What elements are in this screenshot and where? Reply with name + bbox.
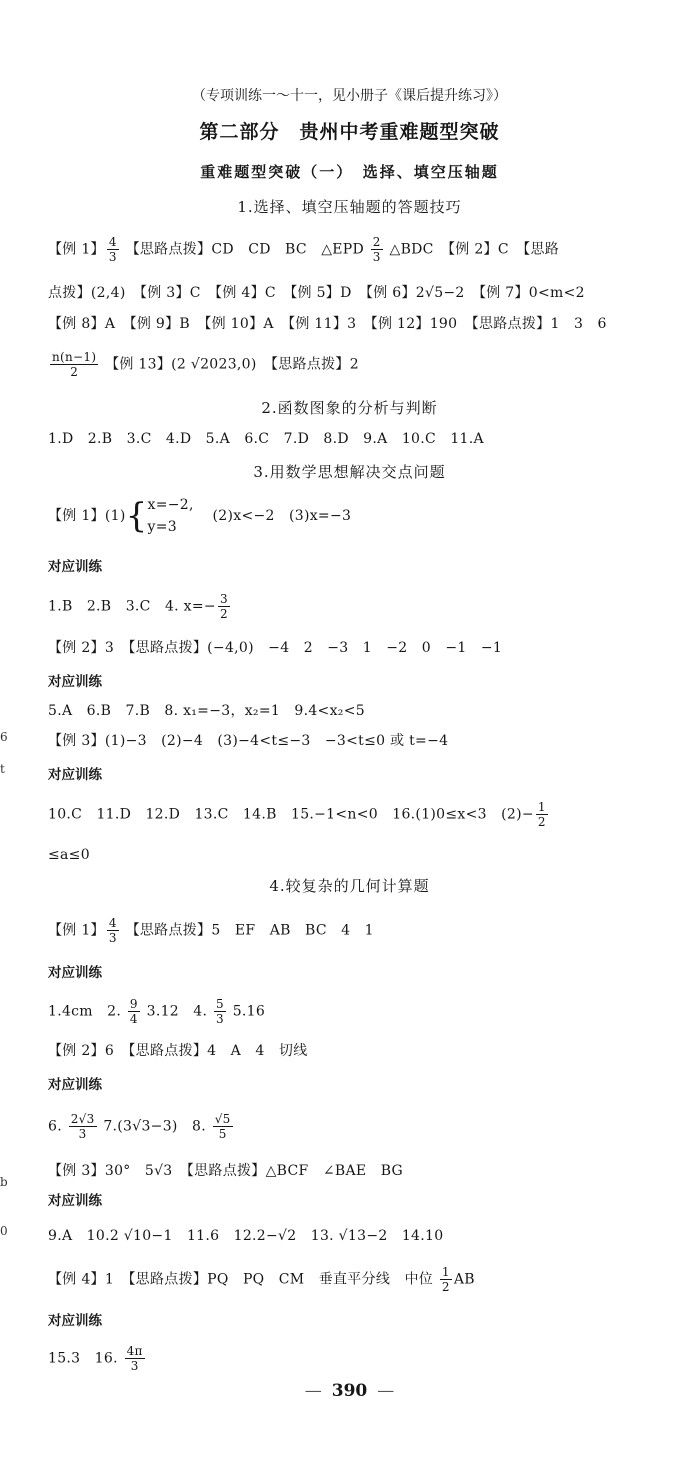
answer-text: 10.C 11.D 12.D 13.C 14.B 15.−1<n<0 16.(1)0≤x<3 (2)− xyxy=(48,806,534,823)
margin-mark: t xyxy=(0,762,5,776)
fraction: $\frac{3}{2}$ xyxy=(219,592,228,621)
answer-line xyxy=(48,997,679,1026)
fraction: $\frac{4}{3}$ xyxy=(108,916,117,945)
answer-text: 3.12 4. xyxy=(146,1003,208,1020)
answer-line xyxy=(48,800,679,829)
answer-line xyxy=(48,592,679,621)
fraction: $\frac{2√3}{3}$ xyxy=(70,1112,95,1141)
answer-text: 【例 4】1 【思路点拨】PQ PQ CM 垂直平分线 中位 xyxy=(48,1271,434,1288)
practice-heading: 对应训练 xyxy=(48,559,102,575)
answer-line: 【例 3】(1)−3 (2)−4 (3)−4<t≤−3 −3<t≤0 或 t=−4 xyxy=(48,733,449,749)
equation: x=−2, xyxy=(147,497,194,513)
answer-line xyxy=(48,350,679,379)
fraction: $\frac{4}{3}$ xyxy=(108,235,117,264)
answer-text: (2)x<−2 (3)x=−3 xyxy=(212,508,352,524)
practice-heading: 对应训练 xyxy=(48,767,102,783)
answer-text: 5.16 xyxy=(232,1003,266,1020)
practice-heading: 对应训练 xyxy=(48,1077,102,1093)
margin-mark: 0 xyxy=(0,1224,8,1238)
answer-line: 1.D 2.B 3.C 4.D 5.A 6.C 7.D 8.D 9.A 10.C 11.A xyxy=(48,431,484,447)
answer-text: AB xyxy=(453,1271,475,1288)
page-number: — 390 — xyxy=(304,1381,395,1401)
answer-line: 【例 8】A 【例 9】B 【例 10】A 【例 11】3 【例 12】190 【思路点拨】1 3 6 xyxy=(48,316,607,332)
section-heading-1: 1.选择、填空压轴题的答题技巧 xyxy=(237,198,462,216)
answer-line xyxy=(48,1344,679,1373)
answer-text: 1.4cm 2. xyxy=(48,1003,122,1020)
part-title: 第二部分 贵州中考重难题型突破 xyxy=(199,121,500,143)
equation-system: { x=−2, y=3 xyxy=(125,496,194,536)
practice-heading: 对应训练 xyxy=(48,965,102,981)
answer-line xyxy=(48,235,679,264)
example-label: 【例 1】 xyxy=(48,922,105,939)
answer-text: △BDC 【例 2】C 【思路 xyxy=(389,241,560,258)
answer-line: 【例 3】30° 5√3 【思路点拨】△BCF ∠BAE BG xyxy=(48,1163,404,1179)
sub-title: 重难题型突破（一） 选择、填空压轴题 xyxy=(200,163,499,181)
answer-text: 【思路点拨】5 EF AB BC 4 1 xyxy=(125,922,374,939)
fraction: $\frac{1}{2}$ xyxy=(537,800,546,829)
answer-line xyxy=(48,1112,679,1141)
answer-text: 1.B 2.B 3.C 4. x=− xyxy=(48,598,216,615)
practice-heading: 对应训练 xyxy=(48,674,102,690)
answer-text: 【思路点拨】CD CD BC △EPD xyxy=(125,241,365,258)
answer-line xyxy=(48,1265,679,1294)
fraction: $\frac{2}{3}$ xyxy=(372,235,381,264)
margin-mark: b xyxy=(0,1175,8,1189)
section-heading-2: 2.函数图象的分析与判断 xyxy=(261,399,438,417)
practice-heading: 对应训练 xyxy=(48,1193,102,1209)
answer-line: 9.A 10.2 √10−1 11.6 12.2−√2 13. √13−2 14.10 xyxy=(48,1228,444,1244)
answer-line xyxy=(48,494,679,538)
section-heading-3: 3.用数学思想解决交点问题 xyxy=(253,463,446,481)
header-note: （专项训练一～十一，见小册子《课后提升练习》） xyxy=(192,88,507,104)
equation: y=3 xyxy=(147,519,177,535)
answer-line xyxy=(48,916,679,945)
fraction: $\frac{1}{2}$ xyxy=(441,1265,450,1294)
answer-text: 【例 13】(2 √2023,0) 【思路点拨】2 xyxy=(105,356,359,373)
fraction: $\frac{9}{4}$ xyxy=(129,997,138,1026)
fraction: $\frac{5}{3}$ xyxy=(216,997,224,1026)
example-label: 【例 1】(1) xyxy=(48,508,126,524)
answer-line: 点拨】(2,4) 【例 3】C 【例 4】C 【例 5】D 【例 6】2√5−2 【例 7】0<m<2 xyxy=(48,285,585,301)
answer-line: 【例 2】6 【思路点拨】4 A 4 切线 xyxy=(48,1043,308,1059)
answer-text: 15.3 16. xyxy=(48,1350,118,1367)
fraction: $\frac{√5}{5}$ xyxy=(214,1112,231,1141)
answer-text: 6. xyxy=(48,1118,62,1135)
answer-line: 5.A 6.B 7.B 8. x₁=−3，x₂=1 9.4<x₂<5 xyxy=(48,703,365,719)
example-label: 【例 1】 xyxy=(48,241,105,258)
fraction: $\frac{n(n-1)}{2}$ xyxy=(52,350,97,379)
section-heading-4: 4.较复杂的几何计算题 xyxy=(269,877,430,895)
fraction: $\frac{4\pi}{3}$ xyxy=(126,1344,143,1373)
margin-mark: 6 xyxy=(0,730,8,744)
answer-text: 7.(3√3−3) 8. xyxy=(103,1118,206,1135)
answer-line: ≤a≤0 xyxy=(48,847,90,863)
answer-line: 【例 2】3 【思路点拨】(−4,0) −4 2 −3 1 −2 0 −1 −1 xyxy=(48,640,503,656)
practice-heading: 对应训练 xyxy=(48,1313,102,1329)
